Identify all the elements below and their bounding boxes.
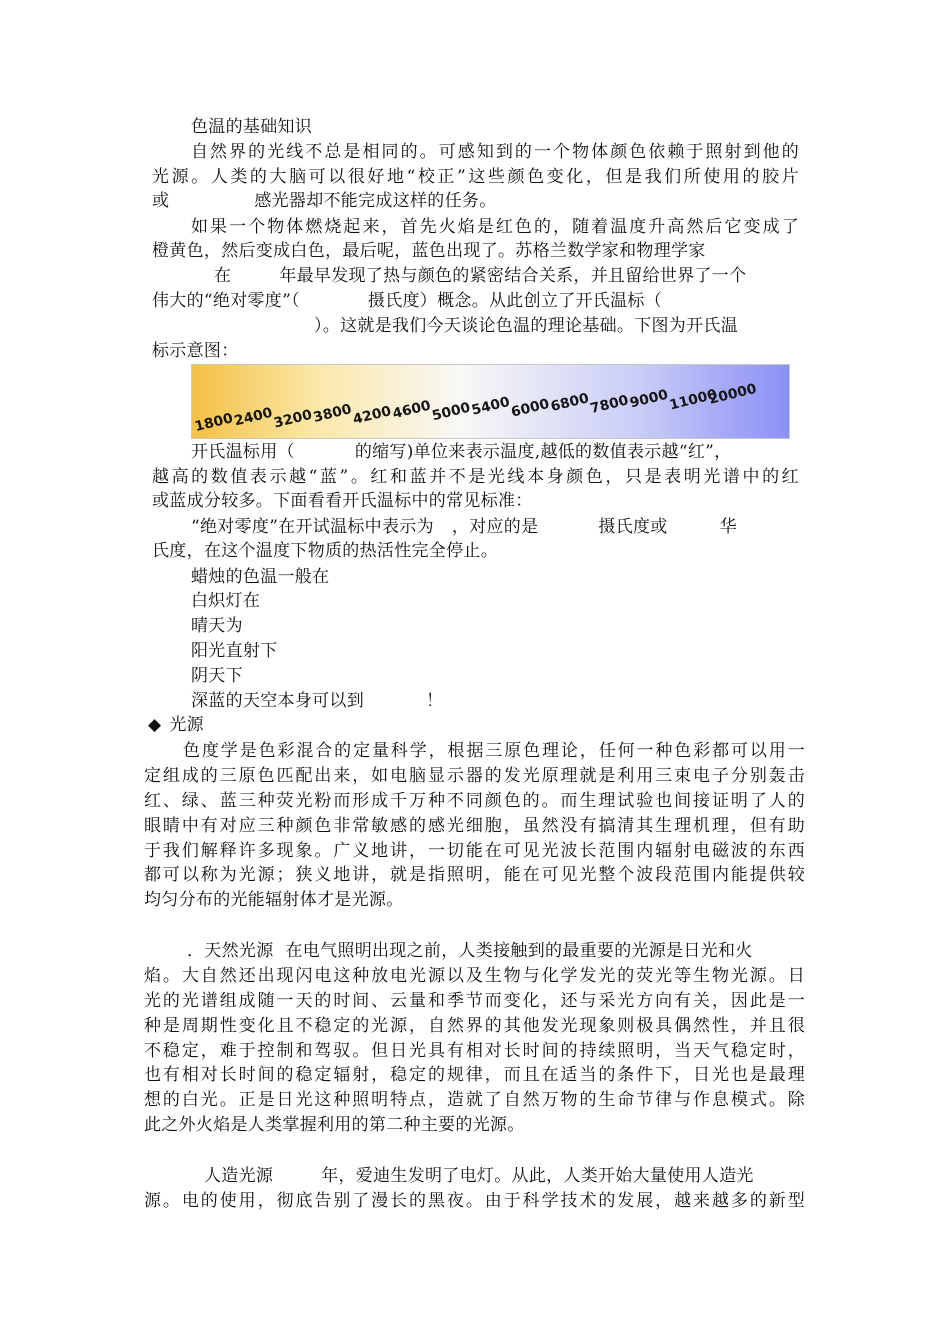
p3-text-b: 的缩写)单位来表示温度,越低的数值表示越“红”， [354, 442, 732, 462]
p1-text-b: 感光器却不能完成这样的任务。 [254, 191, 497, 211]
p7-line-1 [204, 1165, 754, 1187]
p4-text-d: 华 [719, 517, 737, 537]
p5-line-6: 都可以称为光源；狭义地讲，就是指照明，能在可见光整个波段范围内能提供较 [144, 865, 805, 885]
p6-subheading-natural-light: ．天然光源 [187, 941, 274, 961]
p6-line-5: 不稳定，难于控制和驾驭。但日光具有相对长时间的持续照明，当天气稳定时， [144, 1041, 805, 1061]
list-item-overcast: 阴天下 [191, 666, 243, 686]
kelvin-tick-2400: 2400 [232, 404, 275, 430]
kelvin-tick-9000: 9000 [628, 386, 670, 412]
section-heading-light-source [148, 714, 204, 736]
list-item-blue-sky-text: 深蓝的天空本身可以到 [191, 691, 364, 711]
p6-line-6: 也有相对长时间的稳定辐射，稳定的规律，而且在适当的条件下，日光也是最理 [144, 1065, 805, 1085]
p6-text: 在电气照明出现之前，人类接触到的最重要的光源是日光和火 [285, 941, 753, 961]
kelvin-tick-3200: 3200 [272, 406, 314, 432]
p2-line-2: 橙黄色，然后变成白色，最后呢，蓝色出现了。苏格兰数学家和物理学家 [152, 241, 706, 261]
p2-line-6: 标示意图： [152, 341, 239, 361]
p5-line-7: 均匀分布的光能辐射体才是光源。 [144, 890, 404, 910]
p7-subheading-artificial-light: 人造光源 [204, 1166, 274, 1186]
p3-line-1 [191, 441, 731, 463]
p5-line-4: 眼睛中有对应三种颜色非常敏感的感光细胞，虽然没有搞清其生理机理，但有助 [144, 816, 805, 836]
heading-color-temperature: 色温的基础知识 [191, 117, 313, 137]
p2-line-3 [214, 265, 746, 287]
p2-text-c: 伟大的“绝对零度”（ [152, 291, 300, 311]
p5-line-2: 定组成的三原色匹配出来，如电脑显示器的发光原理就是利用三束电子分别轰击 [144, 766, 805, 786]
kelvin-tick-3800: 3800 [311, 401, 354, 426]
kelvin-tick-20000: 20000 [707, 380, 759, 408]
p6-line-7: 想的白光。正是日光这种照明特点，造就了自然万物的生命节律与作息模式。除 [144, 1090, 805, 1110]
p4-line-2: 氏度，在这个温度下物质的热活性完全停止。 [152, 541, 498, 561]
kelvin-tick-6800: 6800 [549, 390, 591, 415]
p2-text-b: 年最早发现了热与颜色的紧密结合关系，并且留给世界了一个 [279, 266, 747, 286]
p1-line-1: 自然界的光线不总是相同的。可感知到的一个物体颜色依赖于照射到他的 [191, 142, 799, 162]
p1-line-2: 光源。人类的大脑可以很好地“校正”这些颜色变化，但是我们所使用的胶片 [152, 167, 799, 187]
p6-line-4: 种是周期性变化且不稳定的光源，自然界的其他发光现象则极具偶然性，并且很 [144, 1016, 805, 1036]
kelvin-tick-4600: 4600 [390, 397, 433, 423]
p6-line-8: 此之外火焰是人类掌握利用的第二种主要的光源。 [144, 1115, 525, 1135]
kelvin-tick-6000: 6000 [509, 396, 552, 421]
list-item-incandescent: 白炽灯在 [191, 591, 261, 611]
list-item-direct-sun: 阳光直射下 [191, 641, 278, 661]
p6-line-1 [187, 940, 753, 962]
kelvin-tick-5000: 5000 [430, 399, 473, 425]
kelvin-tick-11000: 11000 [667, 386, 719, 414]
p2-text-d: 摄氏度）概念。从此创立了开氏温标（ [367, 291, 662, 311]
list-item-blue-sky-suffix: ！ [426, 691, 444, 711]
p4-text-c: 摄氏度或 [598, 517, 668, 537]
kelvin-scale-figure [191, 364, 790, 439]
p1-line-3 [152, 190, 497, 212]
p7-line-2: 源。电的使用，彻底告别了漫长的黑夜。由于科学技术的发展，越来越多的新型 [144, 1191, 805, 1211]
kelvin-tick-1800: 1800 [193, 410, 235, 436]
p2-line-4 [152, 290, 662, 312]
p4-line-1 [191, 516, 737, 538]
p4-text-a: “绝对零度”在开试温标中表示为 [191, 517, 434, 537]
p2-text-a: 在 [214, 266, 232, 286]
kelvin-tick-7800: 7800 [588, 392, 631, 418]
list-item-sunny: 晴天为 [191, 616, 243, 636]
section-title: 光源 [169, 715, 204, 735]
diamond-bullet-icon: ◆ [148, 715, 162, 735]
p5-line-5: 于我们解释许多现象。广义地讲，一切能在可见光波长范围内辐射电磁波的东西 [144, 841, 805, 861]
p6-line-2: 焰。大自然还出现闪电这种放电光源以及生物与化学发光的荧光等生物光源。日 [144, 966, 805, 986]
p2-line-5: ）。这就是我们今天谈论色温的理论基础。下图为开氏温 [314, 316, 738, 336]
kelvin-tick-4200: 4200 [351, 403, 393, 428]
p4-text-b: ，对应的是 [451, 517, 539, 537]
list-item-candle: 蜡烛的色温一般在 [191, 567, 330, 587]
kelvin-tick-5400: 5400 [469, 394, 512, 419]
p2-line-1: 如果一个物体燃烧起来，首先火焰是红色的，随着温度升高然后它变成了 [191, 217, 799, 237]
p3-text-a: 开氏温标用（ [191, 442, 295, 462]
p5-line-3: 红、绿、蓝三种荧光粉而形成千万种不同颜色的。而生理试验也间接证明了人的 [144, 791, 805, 811]
p3-line-3: 或蓝成分较多。下面看看开氏温标中的常见标准： [152, 491, 533, 511]
p3-line-2: 越高的数值表示越“蓝”。红和蓝并不是光线本身颜色，只是表明光谱中的红 [152, 467, 799, 487]
p6-line-3: 光的光谱组成随一天的时间、云量和季节而变化，还与采光方向有关，因此是一 [144, 991, 805, 1011]
p7-text: 年，爱迪生发明了电灯。从此，人类开始大量使用人造光 [321, 1166, 754, 1186]
list-item-blue-sky [191, 690, 443, 712]
p5-line-1: 色度学是色彩混合的定量科学，根据三原色理论，任何一种色彩都可以用一 [183, 741, 805, 761]
p1-text-a: 或 [152, 191, 170, 211]
